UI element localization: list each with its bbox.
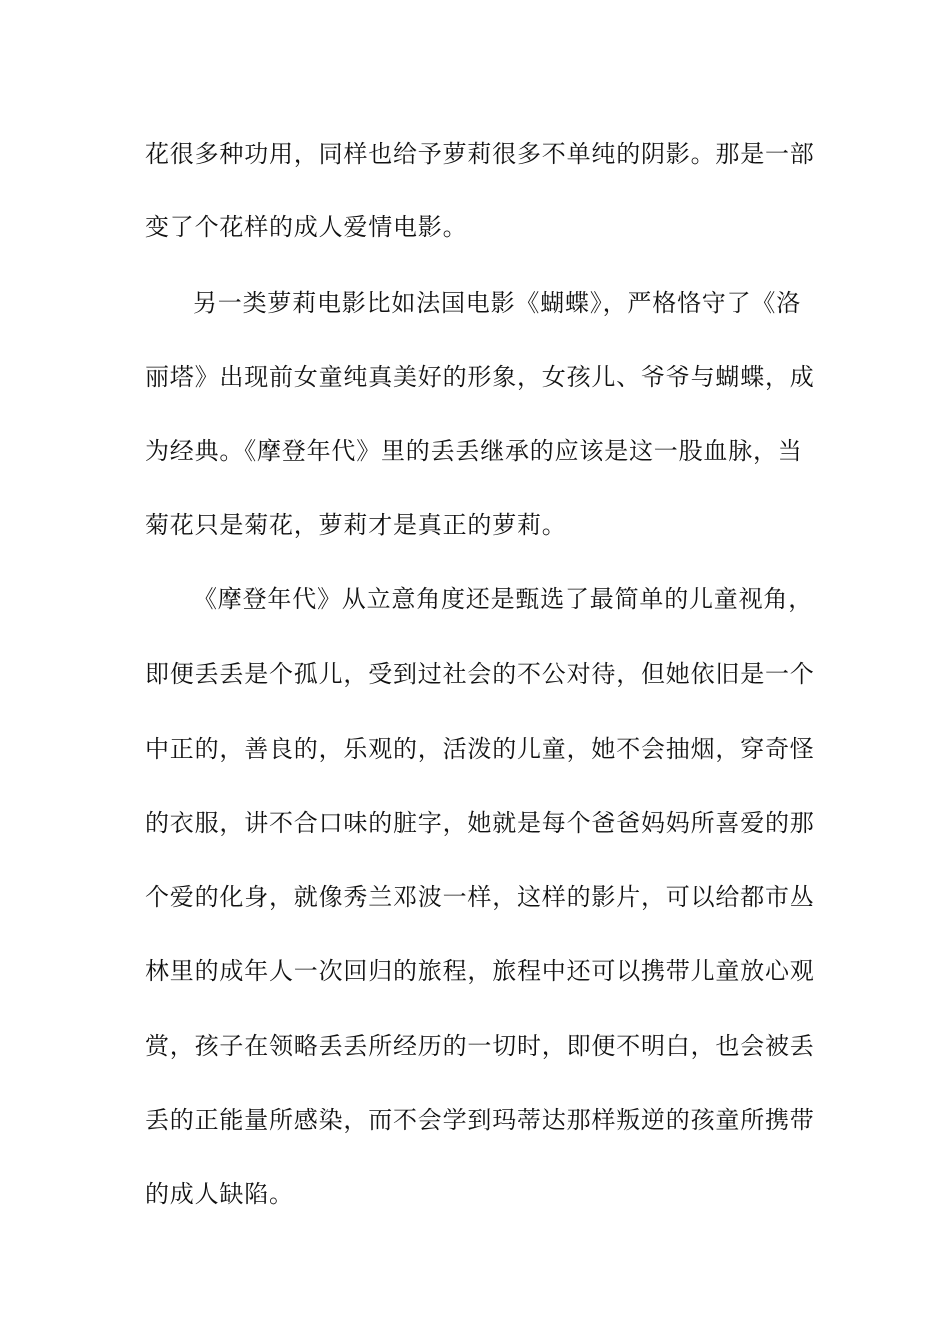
paragraph-line: 变了个花样的成人爱情电影。 bbox=[145, 213, 468, 241]
paragraph-line: 花很多种功用，同样也给予萝莉很多不单纯的阴影。那是一部 bbox=[145, 140, 815, 168]
paragraph-line: 的成人缺陷。 bbox=[145, 1180, 294, 1208]
paragraph-line: 的衣服，讲不合口味的脏字，她就是每个爸爸妈妈所喜爱的那 bbox=[145, 809, 815, 837]
paragraph-line: 菊花只是菊花，萝莉才是真正的萝莉。 bbox=[145, 511, 567, 539]
paragraph-line: 赏，孩子在领略丢丢所经历的一切时，即便不明白，也会被丢 bbox=[145, 1032, 815, 1060]
paragraph-line: 为经典。《摩登年代》里的丢丢继承的应该是这一股血脉，当 bbox=[145, 437, 803, 465]
paragraph-line: 丽塔》出现前女童纯真美好的形象，女孩儿、爷爷与蝴蝶，成 bbox=[145, 363, 815, 391]
paragraph-line: 林里的成年人一次回归的旅程，旅程中还可以携带儿童放心观 bbox=[145, 957, 815, 985]
paragraph-line: 个爱的化身，就像秀兰邓波一样，这样的影片，可以给都市丛 bbox=[145, 883, 815, 911]
paragraph-line: 另一类萝莉电影比如法国电影《蝴蝶》，严格恪守了《洛 bbox=[193, 289, 801, 317]
paragraph-line: 丢的正能量所感染，而不会学到玛蒂达那样叛逆的孩童所携带 bbox=[145, 1106, 815, 1134]
paragraph-line: 《摩登年代》从立意角度还是甄选了最简单的儿童视角， bbox=[193, 585, 813, 613]
paragraph-line: 中正的，善良的，乐观的，活泼的儿童，她不会抽烟，穿奇怪 bbox=[145, 735, 815, 763]
paragraph-line: 即便丢丢是个孤儿，受到过社会的不公对待，但她依旧是一个 bbox=[145, 660, 815, 688]
